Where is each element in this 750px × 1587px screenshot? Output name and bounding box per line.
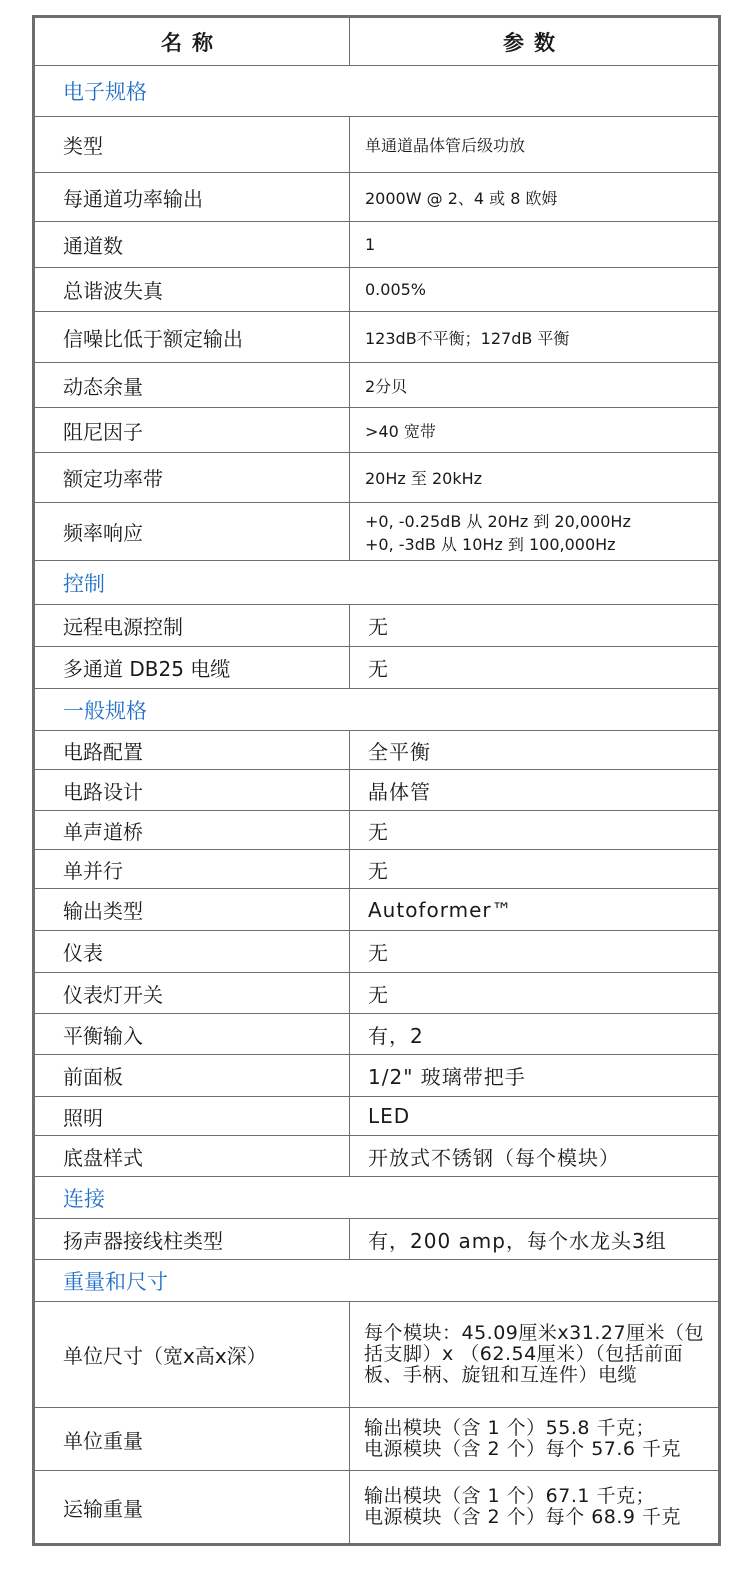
- spec-value: 有，200 amp，每个水龙头3组: [350, 1219, 720, 1260]
- spec-value: 1: [350, 222, 720, 268]
- spec-value: LED: [350, 1097, 720, 1136]
- section-row: [34, 561, 720, 605]
- spec-name: 单并行: [34, 850, 350, 889]
- spec-row: [34, 1219, 720, 1260]
- spec-row: [34, 363, 720, 408]
- spec-table: [32, 15, 721, 1546]
- spec-value: 全平衡: [350, 731, 720, 770]
- spec-name: 扬声器接线柱类型: [34, 1219, 350, 1260]
- spec-value-line: +0, -3dB 从 10Hz 到 100,000Hz: [365, 534, 616, 554]
- spec-value: Autoformer™: [350, 889, 720, 931]
- spec-row: [34, 312, 720, 363]
- spec-row: [34, 1136, 720, 1177]
- spec-row: [34, 268, 720, 312]
- spec-row: [34, 1055, 720, 1097]
- spec-row: [34, 850, 720, 889]
- spec-name: 单位尺寸（宽x高x深）: [34, 1302, 350, 1408]
- section-title: 电子规格: [34, 66, 720, 117]
- spec-name: 总谐波失真: [34, 268, 350, 312]
- spec-value: 无: [350, 647, 720, 689]
- spec-name: 阻尼因子: [34, 408, 350, 453]
- spec-name: 单声道桥: [34, 811, 350, 850]
- spec-name: 远程电源控制: [34, 605, 350, 647]
- spec-row: [34, 408, 720, 453]
- spec-value: 2000W @ 2、4 或 8 欧姆: [350, 173, 720, 222]
- spec-body: [34, 66, 720, 1545]
- section-title: 一般规格: [34, 689, 720, 731]
- spec-name: 额定功率带: [34, 453, 350, 503]
- spec-value: 1/2" 玻璃带把手: [350, 1055, 720, 1097]
- spec-name: 前面板: [34, 1055, 350, 1097]
- spec-name: 频率响应: [34, 503, 350, 561]
- spec-row: [34, 889, 720, 931]
- spec-row: [34, 173, 720, 222]
- spec-value: 无: [350, 850, 720, 889]
- spec-value: 无: [350, 931, 720, 973]
- section-row: [34, 689, 720, 731]
- spec-value: [350, 1471, 720, 1545]
- spec-name: 仪表: [34, 931, 350, 973]
- spec-value-text: 每个模块：45.09厘米x31.27厘米（包括支脚）x （62.54厘米）（包括前面板、手柄、旋钮和互连件）电缆: [364, 1322, 705, 1386]
- spec-row: [34, 1408, 720, 1471]
- spec-name: 每通道功率输出: [34, 173, 350, 222]
- header-row: [34, 17, 720, 66]
- spec-name: 底盘样式: [34, 1136, 350, 1177]
- spec-row: [34, 1014, 720, 1055]
- spec-row: [34, 973, 720, 1014]
- spec-name: 单位重量: [34, 1408, 350, 1471]
- spec-row: [34, 1097, 720, 1136]
- spec-row: [34, 117, 720, 173]
- spec-name: 输出类型: [34, 889, 350, 931]
- spec-name: 信噪比低于额定输出: [34, 312, 350, 363]
- name-column-header: 名称: [34, 17, 350, 66]
- spec-value: 无: [350, 605, 720, 647]
- spec-value-line: 输出模块（含 1 个）67.1 千克；: [364, 1485, 656, 1507]
- spec-value: 无: [350, 811, 720, 850]
- spec-name: 类型: [34, 117, 350, 173]
- spec-value: >40 宽带: [350, 408, 720, 453]
- spec-row: [34, 503, 720, 561]
- spec-row: [34, 222, 720, 268]
- section-row: [34, 66, 720, 117]
- spec-value: 开放式不锈钢（每个模块）: [350, 1136, 720, 1177]
- spec-value: 0.005%: [350, 268, 720, 312]
- spec-row: [34, 1471, 720, 1545]
- spec-value: [350, 1408, 720, 1471]
- section-row: [34, 1260, 720, 1302]
- spec-value: [350, 503, 720, 561]
- spec-name: 通道数: [34, 222, 350, 268]
- spec-row: [34, 605, 720, 647]
- spec-name: 电路设计: [34, 770, 350, 811]
- param-column-header: 参数: [350, 17, 720, 66]
- section-row: [34, 1177, 720, 1219]
- spec-row: [34, 731, 720, 770]
- section-title: 连接: [34, 1177, 720, 1219]
- spec-value: 有，2: [350, 1014, 720, 1055]
- spec-name: 动态余量: [34, 363, 350, 408]
- spec-row: [34, 1302, 720, 1408]
- spec-name: 照明: [34, 1097, 350, 1136]
- section-title: 重量和尺寸: [34, 1260, 720, 1302]
- spec-name: 仪表灯开关: [34, 973, 350, 1014]
- spec-name: 电路配置: [34, 731, 350, 770]
- spec-value: 2分贝: [350, 363, 720, 408]
- spec-name: 平衡输入: [34, 1014, 350, 1055]
- section-title: 控制: [34, 561, 720, 605]
- spec-value: 123dB不平衡；127dB 平衡: [350, 312, 720, 363]
- spec-value-line: 电源模块（含 2 个）每个 57.6 千克: [364, 1438, 682, 1460]
- spec-value: 晶体管: [350, 770, 720, 811]
- spec-value: 20Hz 至 20kHz: [350, 453, 720, 503]
- spec-value: 单通道晶体管后级功放: [350, 117, 720, 173]
- spec-row: [34, 770, 720, 811]
- spec-value: 无: [350, 973, 720, 1014]
- spec-name: 多通道 DB25 电缆: [34, 647, 350, 689]
- spec-row: [34, 647, 720, 689]
- spec-row: [34, 931, 720, 973]
- spec-row: [34, 811, 720, 850]
- spec-value-line: 输出模块（含 1 个）55.8 千克；: [364, 1417, 656, 1439]
- spec-value-line: +0, -0.25dB 从 20Hz 到 20,000Hz: [365, 511, 631, 531]
- spec-name: 运输重量: [34, 1471, 350, 1545]
- spec-value: [350, 1302, 720, 1408]
- spec-row: [34, 453, 720, 503]
- spec-value-line: 电源模块（含 2 个）每个 68.9 千克: [364, 1506, 682, 1528]
